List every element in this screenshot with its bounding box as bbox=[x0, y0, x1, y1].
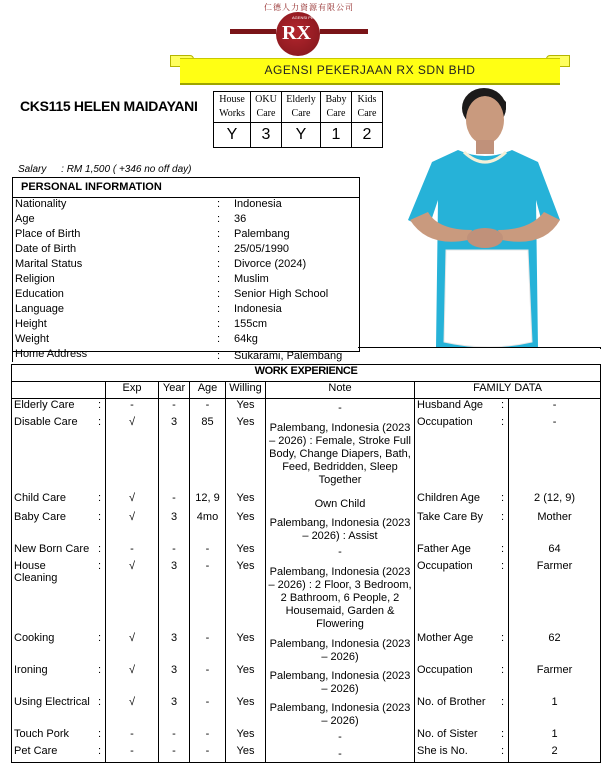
willing-value: Yes bbox=[226, 511, 266, 543]
header-family-data: FAMILY DATA bbox=[415, 382, 601, 399]
year-value: - bbox=[159, 728, 190, 745]
info-key: Nationality bbox=[15, 198, 67, 210]
colon: : bbox=[500, 663, 504, 676]
note-value: - bbox=[266, 399, 415, 416]
salary-label: Salary bbox=[18, 164, 47, 175]
logo-subtitle: AGENSI PEKERJAAN bbox=[292, 15, 333, 20]
year-value: 3 bbox=[159, 632, 190, 664]
family-value: 62 bbox=[509, 632, 601, 664]
skill-name bbox=[12, 416, 106, 492]
skill-name-text: Using Electrical bbox=[14, 695, 90, 708]
logo-bar-right bbox=[320, 29, 368, 34]
work-experience-row bbox=[12, 543, 601, 560]
family-key-text: Take Care By bbox=[417, 510, 484, 523]
family-key-text: Husband Age bbox=[417, 399, 484, 411]
skill-name-text: Child Care bbox=[14, 491, 66, 504]
personal-info-row: Education : Senior High School bbox=[15, 288, 329, 300]
colon: : bbox=[97, 559, 101, 572]
colon: : bbox=[500, 510, 504, 523]
colon: : bbox=[500, 559, 504, 572]
willing-value: Yes bbox=[226, 696, 266, 728]
skill-name-text: Pet Care bbox=[14, 744, 58, 757]
info-key: Age bbox=[15, 213, 35, 225]
year-value: - bbox=[159, 399, 190, 416]
family-value: 64 bbox=[509, 543, 601, 560]
family-key bbox=[415, 664, 509, 696]
family-value: Farmer bbox=[509, 664, 601, 696]
age-value: - bbox=[190, 632, 226, 664]
exp-value: √ bbox=[106, 696, 159, 728]
personal-info-row-address: Home Address : Sukarami, Palembang bbox=[12, 348, 604, 362]
personal-info-row: Date of Birth : 25/05/1990 bbox=[15, 243, 290, 255]
exp-value: - bbox=[106, 728, 159, 745]
skill-name-text: Disable Care bbox=[14, 415, 78, 428]
note-value: - bbox=[266, 728, 415, 745]
note-value: - bbox=[266, 543, 415, 560]
colon: : bbox=[97, 491, 101, 504]
colon: : bbox=[97, 631, 101, 644]
skill-summary-label: OKU Care bbox=[251, 92, 282, 123]
skills-summary-table bbox=[213, 91, 383, 148]
year-value: 3 bbox=[159, 511, 190, 543]
personal-info-row: Place of Birth : Palembang bbox=[15, 228, 290, 240]
header-note: Note bbox=[266, 382, 415, 399]
colon: : bbox=[97, 415, 101, 428]
age-value: - bbox=[190, 696, 226, 728]
family-value: 2 (12, 9) bbox=[509, 492, 601, 511]
year-value: - bbox=[159, 543, 190, 560]
family-value: Farmer bbox=[509, 560, 601, 632]
skill-name bbox=[12, 664, 106, 696]
skill-name bbox=[12, 745, 106, 763]
work-experience-row bbox=[12, 745, 601, 763]
colon: : bbox=[500, 744, 504, 757]
personal-info-table bbox=[12, 197, 360, 352]
skill-name-text: New Born Care bbox=[14, 542, 90, 555]
info-key: Date of Birth bbox=[15, 243, 77, 255]
colon: : bbox=[97, 695, 101, 708]
family-key bbox=[415, 560, 509, 632]
skill-name bbox=[12, 543, 106, 560]
work-experience-row bbox=[12, 511, 601, 543]
willing-value: Yes bbox=[226, 560, 266, 632]
skill-name bbox=[12, 728, 106, 745]
info-value: Divorce (2024) bbox=[234, 258, 307, 270]
header-exp: Exp bbox=[106, 382, 159, 399]
note-value: Own Child bbox=[266, 492, 415, 511]
logo-bar-left bbox=[230, 29, 276, 34]
family-key-text: She is No. bbox=[417, 744, 468, 757]
skill-summary-label: Baby Care bbox=[321, 92, 352, 123]
note-value: Palembang, Indonesia (2023 – 2026) : 2 Floor, 3 Bedroom, 2 Bathroom, 6 People, 2 Housemaid, Garden & Flowering bbox=[266, 560, 415, 632]
family-key bbox=[415, 696, 509, 728]
info-value: Palembang bbox=[234, 228, 290, 240]
family-key bbox=[415, 728, 509, 745]
colon: : bbox=[500, 491, 504, 504]
age-value: - bbox=[190, 560, 226, 632]
work-experience-row bbox=[12, 416, 601, 492]
family-key-text: Mother Age bbox=[417, 631, 474, 644]
note-value: Palembang, Indonesia (2023 – 2026) bbox=[266, 696, 415, 728]
info-value: 25/05/1990 bbox=[234, 243, 290, 255]
skill-summary-value: Y bbox=[214, 123, 251, 148]
info-value: Indonesia bbox=[234, 198, 282, 210]
skill-name-text: House Cleaning bbox=[14, 559, 58, 584]
family-key bbox=[415, 416, 509, 492]
colon: : bbox=[97, 663, 101, 676]
personal-info-row: Religion : Muslim bbox=[15, 273, 269, 285]
age-value: - bbox=[190, 664, 226, 696]
skill-name bbox=[12, 632, 106, 664]
skill-name-text: Ironing bbox=[14, 663, 48, 676]
skill-summary-label: Kids Care bbox=[352, 92, 383, 123]
family-key-text: Occupation bbox=[417, 663, 473, 676]
note-value: Palembang, Indonesia (2023 – 2026) bbox=[266, 664, 415, 696]
willing-value: Yes bbox=[226, 416, 266, 492]
exp-value: - bbox=[106, 745, 159, 763]
willing-value: Yes bbox=[226, 728, 266, 745]
colon: : bbox=[97, 510, 101, 523]
info-key: Home Address bbox=[15, 348, 88, 360]
willing-value: Yes bbox=[226, 399, 266, 416]
family-value: 1 bbox=[509, 728, 601, 745]
exp-value: √ bbox=[106, 664, 159, 696]
colon: : bbox=[500, 399, 504, 411]
age-value: 4mo bbox=[190, 511, 226, 543]
skill-summary-label: Elderly Care bbox=[282, 92, 321, 123]
skill-name bbox=[12, 560, 106, 632]
skill-name bbox=[12, 399, 106, 416]
info-value: Indonesia bbox=[234, 303, 282, 315]
work-experience-row bbox=[12, 728, 601, 745]
work-experience-row bbox=[12, 632, 601, 664]
family-key-text: Occupation bbox=[417, 559, 473, 572]
work-experience-table bbox=[11, 364, 601, 763]
family-key bbox=[415, 632, 509, 664]
age-value: - bbox=[190, 399, 226, 416]
family-key-text: Occupation bbox=[417, 415, 473, 428]
exp-value: √ bbox=[106, 632, 159, 664]
work-experience-row bbox=[12, 696, 601, 728]
skill-name bbox=[12, 492, 106, 511]
colon: : bbox=[500, 415, 504, 428]
info-value: 36 bbox=[234, 213, 247, 225]
family-key bbox=[415, 399, 509, 416]
colon: : bbox=[97, 542, 101, 555]
age-value: - bbox=[190, 543, 226, 560]
skill-summary-value: 1 bbox=[321, 123, 352, 148]
candidate-name: CKS115 HELEN MAIDAYANI bbox=[20, 98, 198, 114]
family-key-text: Children Age bbox=[417, 491, 480, 504]
age-value: 85 bbox=[190, 416, 226, 492]
personal-info-row: Language : Indonesia bbox=[15, 303, 282, 315]
colon: : bbox=[500, 727, 504, 740]
colon: : bbox=[500, 542, 504, 555]
info-key: Language bbox=[15, 303, 64, 315]
willing-value: Yes bbox=[226, 664, 266, 696]
year-value: 3 bbox=[159, 560, 190, 632]
age-value: 12, 9 bbox=[190, 492, 226, 511]
year-value: 3 bbox=[159, 696, 190, 728]
info-value: 155cm bbox=[234, 318, 268, 330]
colon: : bbox=[97, 744, 101, 757]
personal-info-row: Weight : 64kg bbox=[15, 333, 258, 345]
info-key: Marital Status bbox=[15, 258, 83, 270]
age-value: - bbox=[190, 745, 226, 763]
info-key: Weight bbox=[15, 333, 50, 345]
skill-name bbox=[12, 511, 106, 543]
skill-name-text: Baby Care bbox=[14, 510, 66, 523]
family-value: 2 bbox=[509, 745, 601, 763]
salary-value: : RM 1,500 ( +346 no off day) bbox=[61, 164, 192, 175]
colon: : bbox=[97, 727, 101, 740]
willing-value: Yes bbox=[226, 492, 266, 511]
info-value: Sukarami, Palembang bbox=[234, 350, 343, 362]
exp-value: √ bbox=[106, 492, 159, 511]
family-value: 1 bbox=[509, 696, 601, 728]
note-value: Palembang, Indonesia (2023 – 2026) : Assist bbox=[266, 511, 415, 543]
info-value: Senior High School bbox=[234, 288, 329, 300]
colon: : bbox=[500, 631, 504, 644]
year-value: 3 bbox=[159, 664, 190, 696]
family-value: - bbox=[509, 399, 601, 416]
colon: : bbox=[500, 695, 504, 708]
logo-text: RX bbox=[282, 22, 311, 44]
header-skill bbox=[12, 382, 106, 399]
work-experience-row bbox=[12, 664, 601, 696]
info-key: Religion bbox=[15, 273, 55, 285]
skill-summary-label: House Works bbox=[214, 92, 251, 123]
header-willing: Willing bbox=[226, 382, 266, 399]
skill-name-text: Touch Pork bbox=[14, 727, 70, 740]
work-experience-row bbox=[12, 492, 601, 511]
personal-info-row: Marital Status : Divorce (2024) bbox=[15, 258, 307, 270]
family-key bbox=[415, 492, 509, 511]
personal-info-row: Height : 155cm bbox=[15, 318, 268, 330]
skill-name-text: Cooking bbox=[14, 631, 55, 644]
willing-value: Yes bbox=[226, 543, 266, 560]
family-value: - bbox=[509, 416, 601, 492]
header-age: Age bbox=[190, 382, 226, 399]
work-experience-title: WORK EXPERIENCE bbox=[12, 365, 601, 382]
agency-logo bbox=[220, 2, 390, 56]
agency-name: AGENSI PEKERJAAN RX SDN BHD bbox=[264, 63, 476, 77]
info-key: Education bbox=[15, 288, 64, 300]
age-value: - bbox=[190, 728, 226, 745]
skill-summary-value: Y bbox=[282, 123, 321, 148]
family-key bbox=[415, 511, 509, 543]
family-key-text: Father Age bbox=[417, 542, 471, 555]
info-value: Muslim bbox=[234, 273, 269, 285]
family-key-text: No. of Brother bbox=[417, 695, 486, 708]
exp-value: √ bbox=[106, 511, 159, 543]
personal-info-header bbox=[12, 177, 360, 198]
exp-value: √ bbox=[106, 416, 159, 492]
skill-name-text: Elderly Care bbox=[14, 399, 75, 411]
year-value: 3 bbox=[159, 416, 190, 492]
colon: : bbox=[97, 399, 101, 411]
salary-line bbox=[18, 164, 192, 175]
personal-info-title: PERSONAL INFORMATION bbox=[21, 181, 162, 193]
exp-value: - bbox=[106, 399, 159, 416]
skill-summary-value: 2 bbox=[352, 123, 383, 148]
work-experience-row bbox=[12, 399, 601, 416]
info-key: Height bbox=[15, 318, 47, 330]
work-experience-row bbox=[12, 560, 601, 632]
header-year: Year bbox=[159, 382, 190, 399]
exp-value: - bbox=[106, 543, 159, 560]
note-value: Palembang, Indonesia (2023 – 2026) : Female, Stroke Full Body, Change Diapers, Bath, Feed, Bedridden, Sleep Together bbox=[266, 416, 415, 492]
family-key bbox=[415, 745, 509, 763]
note-value: - bbox=[266, 745, 415, 763]
family-key-text: No. of Sister bbox=[417, 727, 478, 740]
willing-value: Yes bbox=[226, 632, 266, 664]
info-key: Place of Birth bbox=[15, 228, 81, 240]
note-value: Palembang, Indonesia (2023 – 2026) bbox=[266, 632, 415, 664]
year-value: - bbox=[159, 492, 190, 511]
year-value: - bbox=[159, 745, 190, 763]
candidate-photo bbox=[398, 80, 604, 348]
info-value: 64kg bbox=[234, 333, 258, 345]
personal-info-row: Age : 36 bbox=[15, 213, 247, 225]
personal-info-row: Nationality : Indonesia bbox=[15, 198, 282, 210]
willing-value: Yes bbox=[226, 745, 266, 763]
skill-name bbox=[12, 696, 106, 728]
family-key bbox=[415, 543, 509, 560]
skill-summary-value: 3 bbox=[251, 123, 282, 148]
logo-chinese-text: 仁德人力資源有限公司 bbox=[264, 3, 354, 12]
exp-value: √ bbox=[106, 560, 159, 632]
family-value: Mother bbox=[509, 511, 601, 543]
